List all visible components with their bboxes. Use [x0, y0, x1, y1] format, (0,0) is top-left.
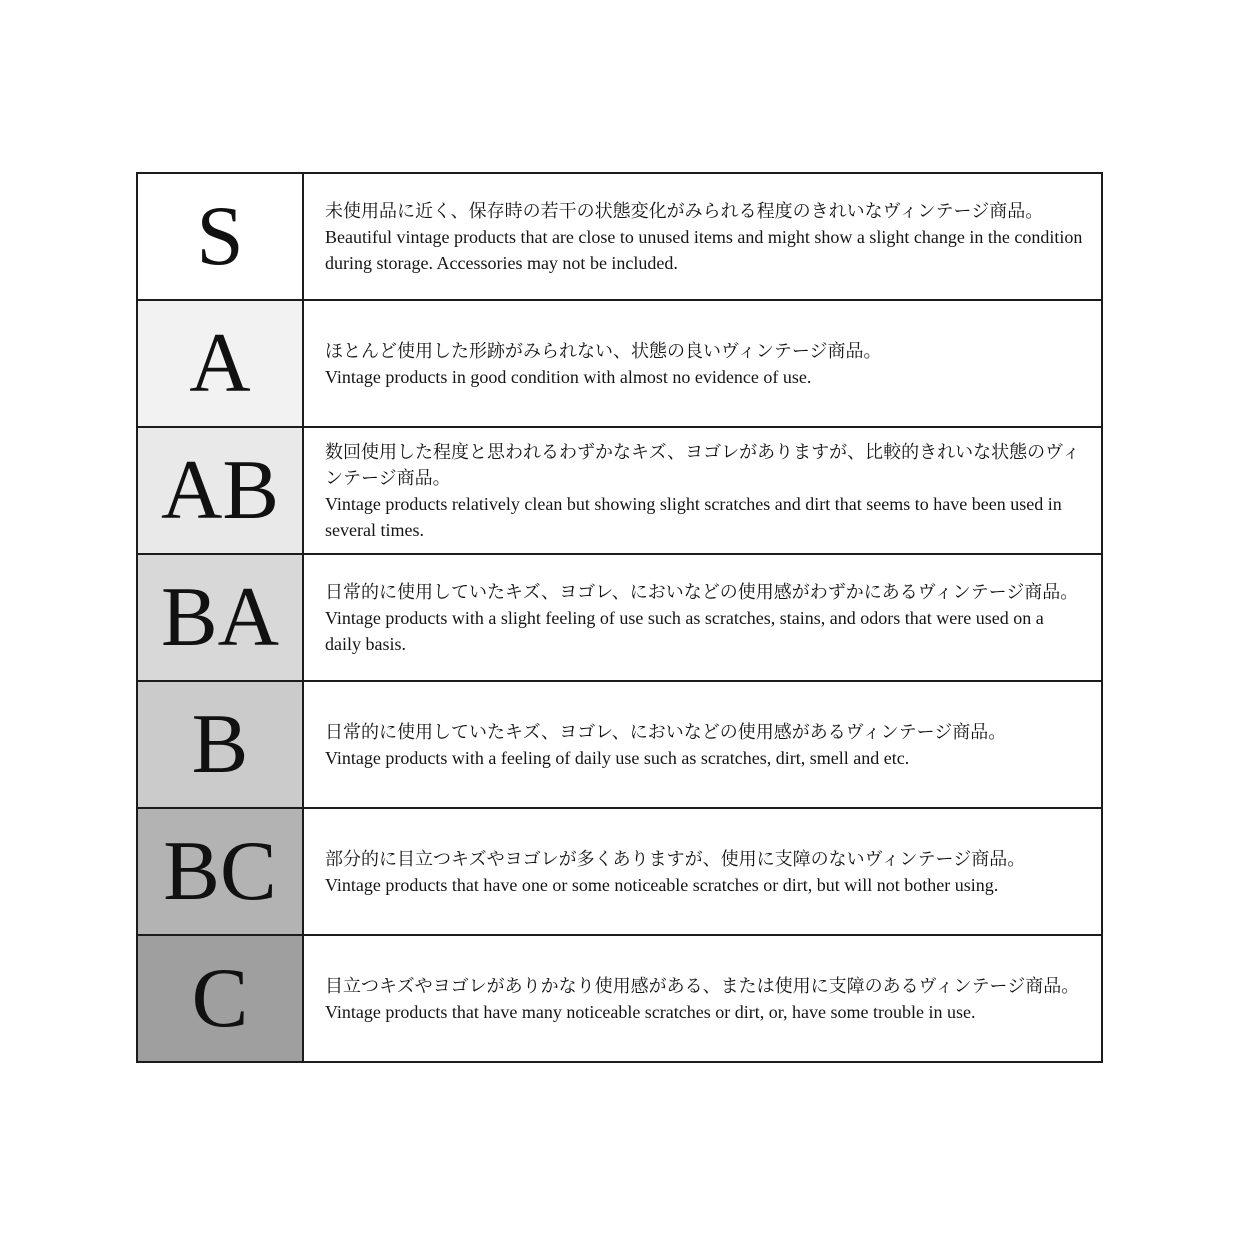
description-text	[325, 338, 1083, 390]
grade-label: AB	[160, 443, 280, 537]
grade-label: BA	[160, 570, 280, 664]
grade-cell	[138, 936, 304, 1061]
description-cell	[304, 428, 1101, 553]
description-japanese: 日常的に使用していたキズ、ヨゴレ、においなどの使用感があるヴィンテージ商品。	[325, 721, 1007, 742]
grade-row	[138, 809, 1101, 936]
description-japanese: 日常的に使用していたキズ、ヨゴレ、においなどの使用感がわずかにあるヴィンテージ商品。	[325, 581, 1079, 602]
description-english: Vintage products relatively clean but showing slight scratches and dirt that seems to have been used in several times.	[325, 493, 1062, 540]
grade-label: A	[189, 316, 251, 410]
grade-cell	[138, 682, 304, 807]
description-english: Vintage products with a slight feeling of use such as scratches, stains, and odors that were used on a daily basis.	[325, 607, 1044, 654]
description-text	[325, 198, 1083, 276]
description-english: Vintage products that have many noticeable scratches or dirt, or, have some trouble in use.	[325, 1001, 976, 1022]
condition-grade-table	[136, 172, 1103, 1063]
grade-row	[138, 682, 1101, 809]
grade-cell	[138, 555, 304, 680]
description-english: Vintage products in good condition with almost no evidence of use.	[325, 366, 812, 387]
grade-row	[138, 936, 1101, 1061]
description-english: Beautiful vintage products that are close to unused items and might show a slight change in the condition during storage. Accessories may not be included.	[325, 226, 1083, 273]
description-cell	[304, 809, 1101, 934]
description-cell	[304, 682, 1101, 807]
description-text	[325, 846, 1083, 898]
grade-cell	[138, 301, 304, 426]
grade-label: B	[191, 697, 249, 791]
description-japanese: 目立つキズやヨゴレがありかなり使用感がある、または使用に支障のあるヴィンテージ商品。	[325, 975, 1080, 996]
description-english: Vintage products that have one or some noticeable scratches or dirt, but will not bother using.	[325, 874, 999, 895]
grade-cell	[138, 174, 304, 299]
grade-label: BC	[163, 824, 277, 918]
description-japanese: 数回使用した程度と思われるわずかなキズ、ヨゴレがありますが、比較的きれいな状態のヴィンテージ商品。	[325, 441, 1081, 488]
description-cell	[304, 174, 1101, 299]
grade-label: S	[196, 189, 244, 283]
description-text	[325, 973, 1083, 1025]
description-text	[325, 439, 1083, 543]
description-japanese: ほとんど使用した形跡がみられない、状態の良いヴィンテージ商品。	[325, 340, 882, 361]
description-cell	[304, 301, 1101, 426]
description-japanese: 未使用品に近く、保存時の若干の状態変化がみられる程度のきれいなヴィンテージ商品。	[325, 200, 1044, 221]
grade-cell	[138, 809, 304, 934]
description-text	[325, 719, 1083, 771]
grade-row	[138, 301, 1101, 428]
grade-cell	[138, 428, 304, 553]
description-cell	[304, 555, 1101, 680]
description-text	[325, 579, 1083, 657]
description-japanese: 部分的に目立つキズやヨゴレが多くありますが、使用に支障のないヴィンテージ商品。	[325, 848, 1026, 869]
grade-row	[138, 174, 1101, 301]
grade-row	[138, 555, 1101, 682]
grade-label: C	[191, 951, 249, 1045]
description-cell	[304, 936, 1101, 1061]
grade-row	[138, 428, 1101, 555]
description-english: Vintage products with a feeling of daily use such as scratches, dirt, smell and etc.	[325, 747, 910, 768]
